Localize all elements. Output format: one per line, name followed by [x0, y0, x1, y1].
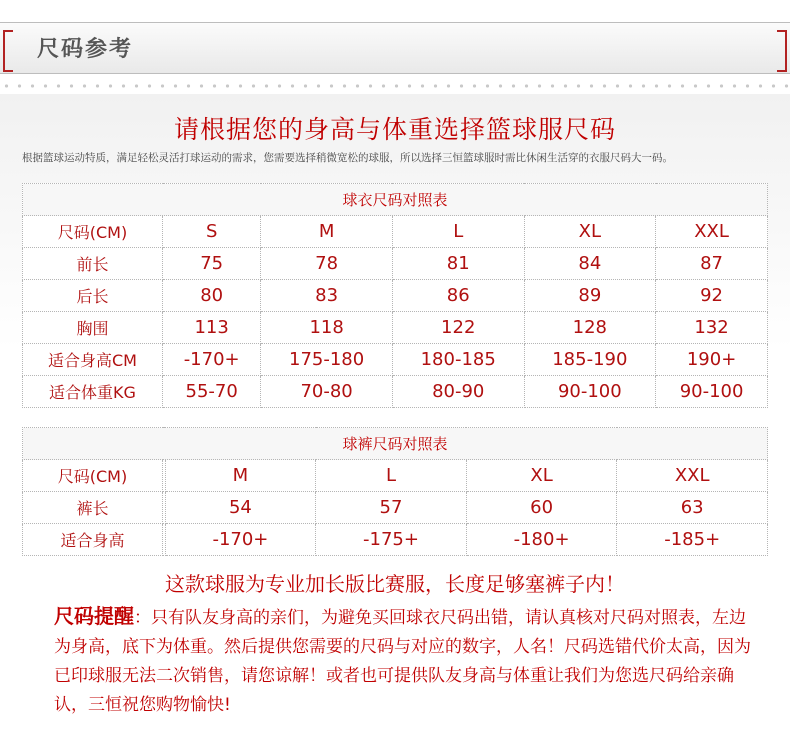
size-cell: XL: [524, 216, 656, 248]
size-header-cell: [23, 460, 163, 492]
pants-size-table: [22, 427, 768, 556]
table-cell: 86: [392, 280, 524, 312]
table-cell: 60: [466, 492, 617, 524]
size-header-unit: (CM): [89, 223, 128, 242]
table-cell: 80: [163, 280, 261, 312]
table-cell: 132: [656, 312, 768, 344]
table-cell: 185-190: [524, 344, 656, 376]
table-cell: 63: [617, 492, 768, 524]
main-title: 请根据您的身高与体重选择篮球服尺码: [173, 115, 616, 144]
table-cell: 57: [316, 492, 467, 524]
header-bracket-left: [3, 30, 13, 72]
table-cell: -185+: [617, 524, 768, 556]
table-cell: 113: [163, 312, 261, 344]
size-cell: M: [165, 460, 316, 492]
size-cell: XL: [466, 460, 617, 492]
table-cell: 128: [524, 312, 656, 344]
row-label: 适合体重KG: [23, 376, 163, 408]
header-title: 尺码参考: [37, 37, 134, 62]
table-cell: 54: [165, 492, 316, 524]
size-cell: S: [163, 216, 261, 248]
row-label: 适合身高CM: [23, 344, 163, 376]
pants-table-caption: 球裤尺码对照表: [23, 428, 768, 460]
size-cell: XXL: [617, 460, 768, 492]
table-cell: 75: [163, 248, 261, 280]
table-cell: 84: [524, 248, 656, 280]
table-cell: 81: [392, 248, 524, 280]
size-reminder: [54, 602, 754, 720]
size-header-unit: (CM): [89, 467, 128, 486]
table-cell: 83: [261, 280, 393, 312]
table-caption-row: [23, 428, 768, 460]
table-row: [23, 524, 768, 556]
table-cell: 55-70: [163, 376, 261, 408]
reminder-text: ：只有队友身高的亲们，为避免买回球衣尺码出错，请认真核对尺码对照表，左边为身高，底下为体重。然后提供您需要的尺码与对应的数字，人名！尺码选错代价太高，因为已印球服无法二次销售，请您谅解！或者也可提供队友身高与体重让我们为您选尺码给亲确认，三恒祝您购物愉快!: [54, 608, 751, 715]
table-row: [23, 248, 768, 280]
size-header-label: 尺码: [57, 223, 90, 242]
table-cell: 122: [392, 312, 524, 344]
table-row: [23, 312, 768, 344]
table-cell: 89: [524, 280, 656, 312]
long-version-note: 这款球服为专业加长版比赛服，长度足够塞裤子内！: [165, 572, 625, 596]
table-cell: -170+: [165, 524, 316, 556]
table-cell: 175-180: [261, 344, 393, 376]
table-row: [23, 344, 768, 376]
table-cell: 80-90: [392, 376, 524, 408]
table-cell: -170+: [163, 344, 261, 376]
table-cell: 90-100: [524, 376, 656, 408]
intro-text: 根据篮球运动特质，满足轻松灵活打球运动的需求，您需要选择稍微宽松的球服，所以选择三恒篮球服时需比休闲生活穿的衣服尺码大一码。: [22, 152, 673, 164]
row-label: 后长: [23, 280, 163, 312]
size-header-label: 尺码: [57, 467, 90, 486]
shirt-size-table: [22, 183, 768, 408]
table-cell: -180+: [466, 524, 617, 556]
table-caption-row: [23, 184, 768, 216]
size-cell: L: [316, 460, 467, 492]
table-cell: 180-185: [392, 344, 524, 376]
table-cell: 90-100: [656, 376, 768, 408]
table-cell: 70-80: [261, 376, 393, 408]
table-row: [23, 280, 768, 312]
table-cell: -175+: [316, 524, 467, 556]
row-label: 胸围: [23, 312, 163, 344]
table-header-row: [23, 460, 768, 492]
row-label: 裤长: [23, 492, 163, 524]
table-cell: 87: [656, 248, 768, 280]
size-cell: XXL: [656, 216, 768, 248]
reminder-label: 尺码提醒: [54, 604, 134, 628]
table-cell: 92: [656, 280, 768, 312]
table-header-row: [23, 216, 768, 248]
header-bracket-right: [777, 30, 787, 72]
row-label: 前长: [23, 248, 163, 280]
shirt-table-caption: 球衣尺码对照表: [23, 184, 768, 216]
size-header-cell: [23, 216, 163, 248]
size-cell: M: [261, 216, 393, 248]
dotted-divider: [0, 82, 790, 90]
table-cell: 78: [261, 248, 393, 280]
table-row: [23, 492, 768, 524]
size-cell: L: [392, 216, 524, 248]
row-label: 适合身高: [23, 524, 163, 556]
table-cell: 190+: [656, 344, 768, 376]
table-cell: 118: [261, 312, 393, 344]
table-row: [23, 376, 768, 408]
